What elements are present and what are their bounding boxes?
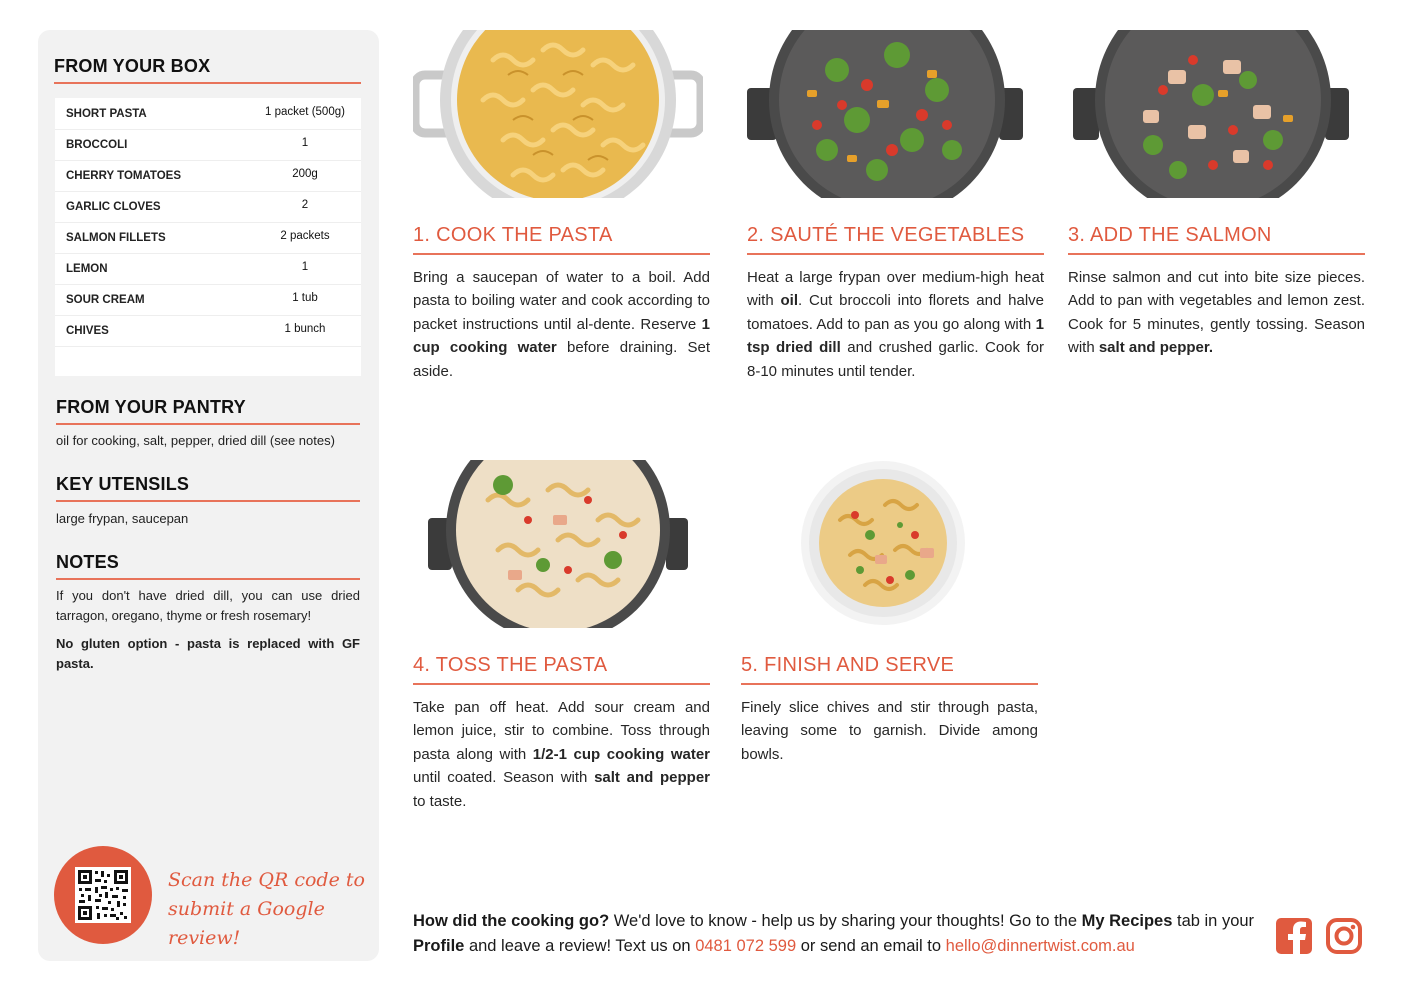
step2-title: 2. SAUTÉ THE VEGETABLES: [747, 224, 1025, 246]
step2-body: [747, 266, 1044, 383]
step1-highlight: 1 cup cooking water: [413, 315, 710, 357]
ingredient-row: [55, 160, 361, 192]
phone-link[interactable]: 0481 072 599: [695, 937, 797, 955]
ingredient-qty: 1 tub: [292, 292, 318, 304]
step5-photo: [800, 460, 966, 628]
step5-text: Finely slice chives and stir through pasta, leaving some to garnish. Divide among bowls.: [741, 699, 1038, 763]
footer-text: tab in your: [1172, 912, 1255, 930]
ingredient-row: [55, 284, 361, 316]
step1-text: Bring a saucepan of water to a boil. Add pasta to boiling water and cook according to packet instructions until al-dente. Reserve: [413, 269, 710, 333]
ingredient-name: GARLIC CLOVES: [66, 201, 161, 213]
box-title-rule: [54, 82, 361, 84]
ingredient-qty: 1 bunch: [284, 323, 326, 335]
review-footer: [413, 909, 1263, 959]
box-title: FROM YOUR BOX: [54, 56, 211, 76]
footer-text: We'd love to know - help us by sharing your thoughts! Go to the: [609, 912, 1082, 930]
pantry-text: oil for cooking, salt, pepper, dried dill (see notes): [56, 433, 335, 448]
ingredient-row: [55, 191, 361, 223]
notes-text: If you don't have dried dill, you can use dried tarragon, oregano, thyme or fresh rosemary!: [56, 588, 360, 623]
step1-title: 1. COOK THE PASTA: [413, 224, 613, 246]
step3-text: Rinse salmon and cut into bite size pieces. Add to pan with vegetables and lemon zest. Cook for 5 minutes, gently tossing. Season with: [1068, 269, 1365, 357]
my-recipes-link[interactable]: My Recipes: [1081, 912, 1173, 930]
step2-highlight: oil: [780, 292, 798, 310]
step5-rule: [741, 683, 1038, 685]
step3-highlight: salt and pepper.: [1098, 339, 1214, 357]
utensils-text: large frypan, saucepan: [56, 511, 189, 526]
step3-title: 3. ADD THE SALMON: [1068, 224, 1272, 246]
pantry-title-rule: [56, 423, 360, 425]
ingredient-row: [55, 222, 361, 254]
step5-title: 5. FINISH AND SERVE: [741, 654, 955, 676]
notes-title-rule: [56, 578, 360, 580]
step4-text: Take pan off heat. Add sour cream and lemon juice, stir to combine. Toss through pasta along with: [413, 699, 710, 763]
email-link[interactable]: hello@dinnertwist.com.au: [945, 937, 1135, 955]
qr-caption-line1: Scan the QR code to: [168, 869, 365, 891]
footer-question: How did the cooking go?: [413, 912, 610, 930]
step3-body: [1068, 266, 1365, 360]
step2-photo: [747, 30, 1023, 198]
ingredient-name: BROCCOLI: [66, 139, 128, 151]
qr-code[interactable]: [75, 867, 131, 923]
step2-highlight: 1 tsp dried dill: [747, 315, 1044, 357]
ingredient-name: LEMON: [66, 263, 108, 275]
step4-rule: [413, 683, 710, 685]
footer-text: or send an email to: [796, 937, 946, 955]
step1-rule: [413, 253, 710, 255]
step1-text: before draining. Set aside.: [413, 339, 710, 380]
ingredient-name: SALMON FILLETS: [66, 232, 166, 244]
utensils-title: KEY UTENSILS: [56, 474, 190, 494]
profile-link[interactable]: Profile: [413, 937, 465, 955]
ingredients-sidebar: [38, 30, 379, 961]
ingredient-row: [55, 315, 361, 347]
notes-title: NOTES: [56, 552, 120, 572]
ingredient-qty: 1: [301, 261, 309, 273]
ingredient-qty: 1 packet (500g): [265, 106, 345, 118]
ingredient-qty: 1: [301, 137, 309, 149]
pantry-title: FROM YOUR PANTRY: [56, 397, 246, 417]
step3-photo: [1073, 30, 1349, 198]
ingredient-row: [55, 253, 361, 285]
step2-text: and crushed garlic. Cook for 8-10 minutes until tender.: [747, 339, 1044, 380]
step2-text: Heat a large frypan over medium-high heat with: [747, 269, 1044, 310]
qr-code-badge[interactable]: [54, 846, 152, 944]
step5-body: [741, 696, 1038, 766]
ingredient-qty: 2: [301, 199, 309, 211]
ingredient-qty: 2 packets: [280, 230, 330, 242]
ingredient-row: [55, 98, 361, 130]
qr-caption: [168, 866, 368, 953]
step3-rule: [1068, 253, 1365, 255]
ingredient-qty: 200g: [292, 168, 318, 180]
step4-text: to taste.: [413, 792, 467, 810]
step4-text: until coated. Season with: [413, 769, 595, 787]
ingredient-name: SHORT PASTA: [66, 108, 147, 120]
qr-caption-line2: submit a Google review!: [168, 898, 325, 949]
step4-title: 4. TOSS THE PASTA: [413, 654, 608, 676]
facebook-icon[interactable]: [1276, 918, 1312, 954]
gluten-note: No gluten option - pasta is replaced with GF pasta.: [56, 636, 360, 671]
instagram-icon[interactable]: [1326, 918, 1362, 954]
ingredient-row: [55, 129, 361, 161]
step4-photo: [428, 460, 688, 628]
step4-body: [413, 696, 710, 813]
box-ingredients-table: [55, 98, 361, 376]
step2-rule: [747, 253, 1044, 255]
ingredient-name: CHIVES: [66, 325, 109, 337]
step4-highlight: 1/2-1 cup cooking water: [532, 745, 710, 763]
step4-highlight: salt and pepper: [594, 769, 710, 787]
utensils-title-rule: [56, 500, 360, 502]
footer-text: and leave a review! Text us on: [464, 937, 696, 955]
ingredient-name: CHERRY TOMATOES: [66, 170, 182, 182]
step2-text: . Cut broccoli into florets and halve tomatoes. Add to pan as you go along with: [747, 292, 1045, 333]
step1-photo: [413, 30, 703, 198]
step1-body: [413, 266, 710, 383]
ingredient-name: SOUR CREAM: [66, 294, 145, 306]
